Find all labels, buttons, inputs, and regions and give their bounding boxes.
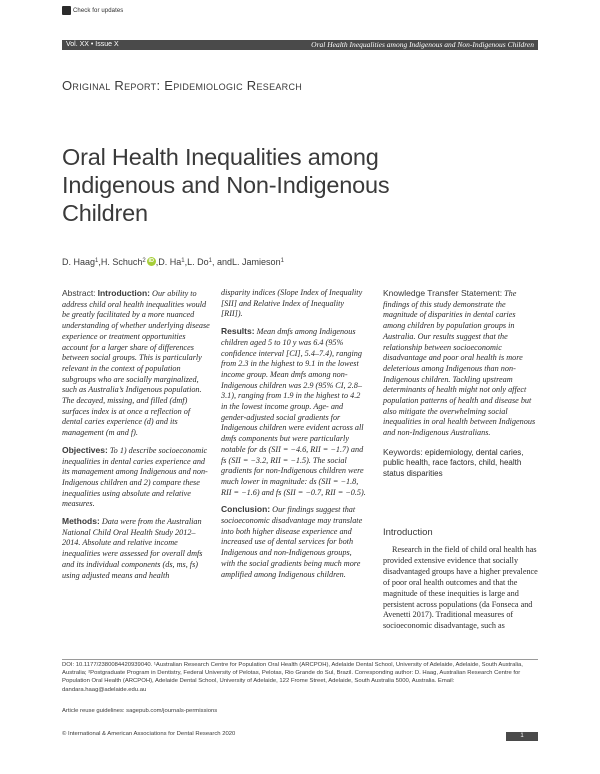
kts-label: Knowledge Transfer Statement: — [383, 288, 503, 298]
introduction-label: Introduction: — [97, 288, 150, 298]
keywords-label: Keywords: — [383, 446, 423, 457]
author-affiliation: 1 — [208, 258, 213, 264]
author-name[interactable]: L. Do — [187, 257, 209, 267]
keywords-text: epidemiology, dental caries, public health, race factors, child, health status disparities — [383, 447, 524, 478]
methods-continued: disparity indices (Slope Index of Inequality [SII] and Relative Index of Inequality [RII]). — [221, 288, 363, 319]
author-separator: , — [184, 257, 188, 267]
crossmark-label: Check for updates — [73, 7, 124, 14]
introduction-text: Our ability to address child oral health inequalities would be greatly facilitated by a more nuanced understanding of whether underlying disease experience or treatment opportunities account for a larger share of differences between social groups. This is particularly relevant in the context of population subgroups who are socially marginalized, such as Australia’s Indigenous population. The decayed, missing, and filled (dmf) surfaces index is at once a reflection of dental caries experience (d) and its management (m and f). — [62, 289, 210, 438]
footer-divider — [62, 659, 538, 660]
running-head — [62, 40, 538, 50]
abstract-methods — [62, 516, 212, 581]
keywords — [383, 447, 538, 480]
results-label: Results: — [221, 326, 255, 337]
reuse-guidelines[interactable]: Article reuse guidelines: sagepub.com/journals-permissions — [62, 708, 218, 714]
page-number: 1 — [506, 732, 538, 741]
author-name[interactable]: D. Haag — [62, 257, 96, 267]
abstract-introduction — [62, 288, 212, 439]
crossmark-logo[interactable] — [62, 6, 123, 15]
objectives-label: Objectives: — [62, 444, 108, 455]
kts-text: The findings of this study demonstrate the magnitude of disparities in dental caries among children by population groups in Australia. Our results suggest that the relationship between socioeconomic disadvantage and poor oral health is more deleterious among Indigenous than non-Indigenous children. Tackling upstream determinants of health might not only affect population patterns of health and disease but also mitigate the overwhelming social inequalities in oral health between Indigenous and non-Indigenous Australians. — [383, 289, 536, 438]
introduction-heading: Introduction — [383, 527, 433, 538]
abstract-results — [221, 326, 366, 498]
abstract-objectives — [62, 445, 212, 510]
results-text: Mean dmfs among Indigenous children aged 5 to 10 y was 6.4 (95% confidence interval [CI], 5.4–7.4), ranging from 2.3 in the highest to 9.1 in the lowest income group. Mean dmfs among non-Indigenous children was 2.9 (95% CI, 2.8–3.1), ranging from 1.9 in the highest to 4.2 in the lowest income group. Age- and gender-adjusted social gradients for Indigenous children were evident across all dmfs components but were particularly notable for ds (SII = −4.6, RII = −1.7) and fs (SII = −3.2, RII = −1.5). The social gradients for non-Indigenous children were much lower in magnitude: ds (SII = −1.8, RII = −1.6) and fs (SII = −0.7, RII = −0.5). — [221, 327, 366, 497]
abstract-column-2 — [221, 288, 366, 586]
article-type: Original Report: Epidemiologic Research — [62, 78, 303, 93]
author-separator: , — [98, 257, 101, 267]
abstract-label: Abstract: — [62, 288, 96, 298]
author-affiliation: 2 — [142, 258, 146, 264]
author-separator: , and — [212, 257, 233, 267]
methods-text: Data were from the Australian National Child Oral Health Study 2012–2014. Absolute and relative income inequalities were assessed for overall dmfs and its individual components (ds, ms, fs) using adjusted means and health — [62, 517, 203, 580]
conclusion-label: Conclusion: — [221, 504, 271, 515]
orcid-icon[interactable]: iD — [148, 258, 155, 264]
author-name[interactable]: H. Schuch — [100, 257, 143, 267]
volume-issue: Vol. XX • Issue X — [66, 41, 119, 48]
abstract-column-1 — [62, 288, 212, 587]
abstract-conclusion — [221, 504, 366, 580]
author-affiliation: 1 — [95, 258, 99, 264]
article-title: Oral Health Inequalities among Indigenous and Non-Indigenous Children — [62, 144, 390, 226]
author-affiliation: 1 — [181, 258, 185, 264]
affiliations-footnote: DOI: 10.1177/2380084420939040. ¹Australian Research Centre for Population Oral Health (ARCPOH), Adelaide Dental School, University of Adelaide, Adelaide, South Australia, Australia; ²Postgraduate Program in Dentistry, Federal University of Pelotas, Pelotas, Rio Grande do Sul, Brazil. Corresponding author: D. Haag, Australian Research Centre for Population Oral Health (ARCPOH), Adelaide Dental School, University of Adelaide, 122 Frome Street, Adelaide, South Australia 5000, Australia. Email: dandara.haag@adelaide.edu.au — [62, 662, 523, 693]
author-list — [62, 257, 284, 269]
objectives-text: To 1) describe socioeconomic inequalities in dental caries experience and its management among Indigenous and non-Indigenous children and 2) compare these inequalities using absolute and relative measures. — [62, 445, 208, 509]
running-title: Oral Health Inequalities among Indigenous and Non-Indigenous Children — [311, 40, 534, 49]
author-separator: , — [155, 257, 159, 267]
methods-label: Methods: — [62, 516, 100, 527]
author-affiliation: 1 — [280, 258, 284, 264]
author-name[interactable]: D. Ha — [158, 257, 182, 267]
crossmark-icon — [62, 6, 71, 15]
introduction-body: Research in the field of child oral health has provided extensive evidence that socially disadvantaged groups have a higher prevalence of poor oral health outcomes and that the magnitude of these inequities is large and persistent across populations (da Fonseca and Avenetti 2017). Traditional measures of socioeconomic disadvantage, such as — [383, 545, 538, 631]
knowledge-transfer-statement — [383, 288, 538, 439]
copyright-notice: © International & American Associations for Dental Research 2020 — [62, 731, 236, 737]
conclusion-text: Our findings suggest that socioeconomic disadvantage may translate into both higher disease experience and increased use of dental services for both Indigenous and non-Indigenous groups, with the social gradients being much more amplified among Indigenous children. — [221, 505, 363, 579]
author-name[interactable]: L. Jamieson — [232, 257, 281, 267]
knowledge-transfer-column — [383, 288, 538, 479]
